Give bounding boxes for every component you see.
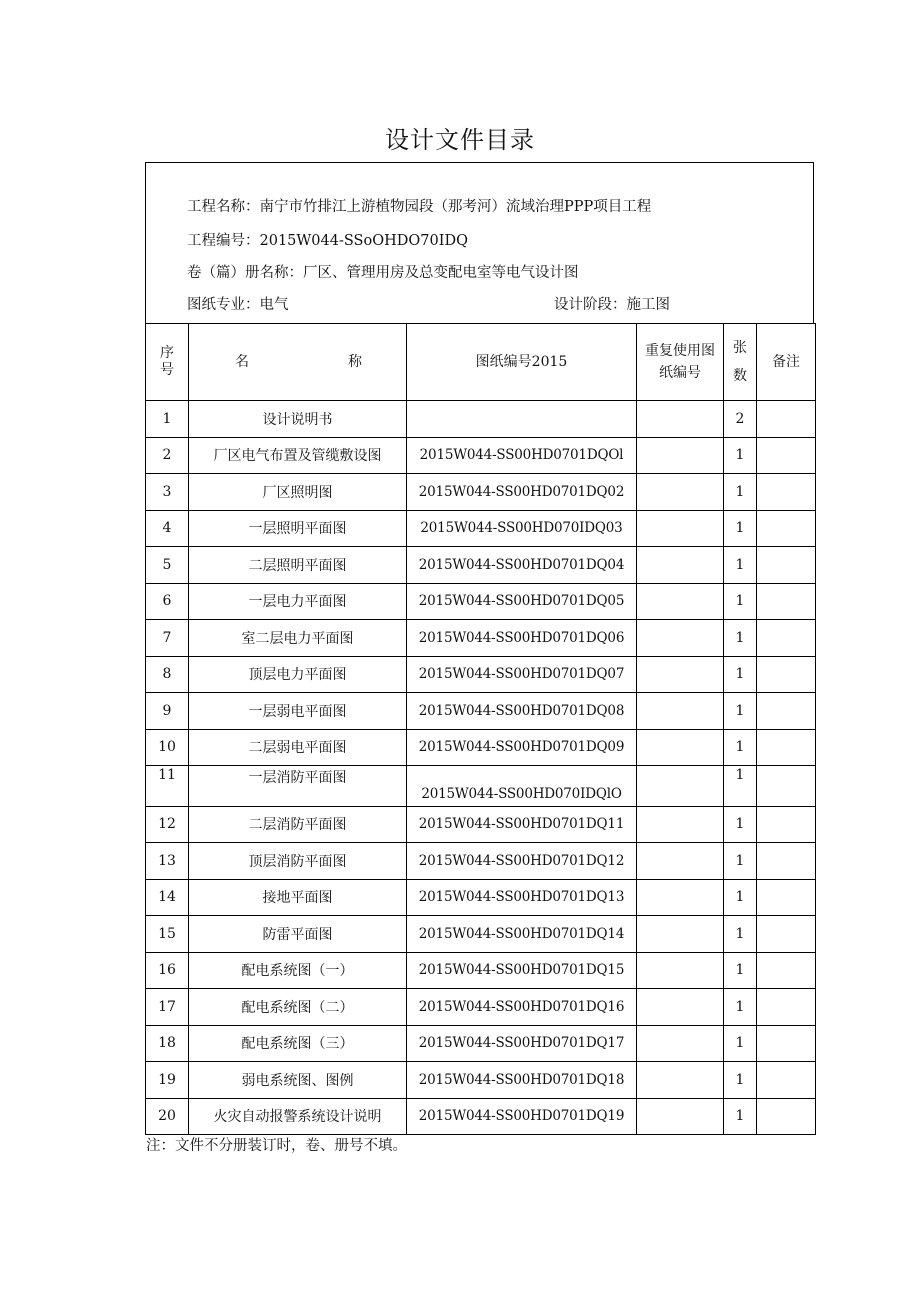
table-row: [146, 437, 816, 474]
row-name: 厂区电气布置及管缆敷设图: [189, 437, 407, 474]
row-drawing-no: 2015W044-SS00HD0701DQ09: [407, 729, 637, 766]
row-remark: [757, 989, 816, 1026]
row-seq: 7: [146, 620, 189, 657]
col-name-left: 名: [235, 353, 249, 370]
row-drawing-no: 2015W044-SS00HD0701DQ07: [407, 656, 637, 693]
row-drawing-no: 2015W044-SS00HD0701DQ11: [407, 806, 637, 843]
row-remark: [757, 1062, 816, 1099]
drawing-list-table: [145, 323, 816, 1135]
row-remark: [757, 916, 816, 953]
row-drawing-no: 2015W044-SS00HD0701DQOl: [407, 437, 637, 474]
row-reuse: [637, 1062, 724, 1099]
col-name-right: 称: [348, 353, 362, 370]
document-title: 设计文件目录: [385, 126, 535, 154]
row-count: 1: [724, 952, 757, 989]
table-row: [146, 729, 816, 766]
row-reuse: [637, 620, 724, 657]
row-reuse: [637, 729, 724, 766]
row-name: 设计说明书: [189, 401, 407, 438]
row-seq: 19: [146, 1062, 189, 1099]
row-name: 弱电系统图、图例: [189, 1062, 407, 1099]
row-name: 配电系统图（二）: [189, 989, 407, 1026]
table-row: [146, 879, 816, 916]
row-seq: 6: [146, 583, 189, 620]
row-reuse: [637, 989, 724, 1026]
col-remark-header: 备注: [757, 324, 816, 401]
row-reuse: [637, 583, 724, 620]
row-remark: [757, 510, 816, 547]
col-name-header: [189, 324, 407, 401]
row-remark: [757, 729, 816, 766]
row-drawing-no: 2015W044-SS00HD0701DQ05: [407, 583, 637, 620]
row-seq: 8: [146, 656, 189, 693]
row-reuse: [637, 693, 724, 730]
table-row: [146, 843, 816, 880]
row-seq: 20: [146, 1098, 189, 1135]
row-reuse: [637, 1098, 724, 1135]
row-seq: 15: [146, 916, 189, 953]
row-name: 二层消防平面图: [189, 806, 407, 843]
row-remark: [757, 1025, 816, 1062]
row-drawing-no: 2015W044-SS00HD0701DQ04: [407, 547, 637, 584]
row-remark: [757, 806, 816, 843]
row-name: 厂区照明图: [189, 474, 407, 511]
row-name: 顶层电力平面图: [189, 656, 407, 693]
discipline: 图纸专业：电气: [187, 297, 289, 313]
row-count: 1: [724, 729, 757, 766]
row-drawing-no: 2015W044-SS00HD0701DQ18: [407, 1062, 637, 1099]
row-name: 一层弱电平面图: [189, 693, 407, 730]
row-seq: 9: [146, 693, 189, 730]
row-seq: 18: [146, 1025, 189, 1062]
row-reuse: [637, 879, 724, 916]
row-drawing-no: 2015W044-SS00HD0701DQ14: [407, 916, 637, 953]
col-count-header: 张数: [724, 324, 757, 401]
row-remark: [757, 952, 816, 989]
table-row: [146, 916, 816, 953]
col-reuse-header: 重复使用图纸编号: [637, 324, 724, 401]
table-row: [146, 989, 816, 1026]
row-count: 1: [724, 843, 757, 880]
row-count: 1: [724, 1098, 757, 1135]
table-row: [146, 1025, 816, 1062]
row-name: 一层消防平面图: [189, 766, 407, 807]
row-drawing-no: 2015W044-SS00HD0701DQ02: [407, 474, 637, 511]
table-row: [146, 620, 816, 657]
table-row: [146, 656, 816, 693]
row-remark: [757, 401, 816, 438]
row-name: 火灾自动报警系统设计说明: [189, 1098, 407, 1135]
col-drawing-no-header: 图纸编号2015: [407, 324, 637, 401]
row-count: 1: [724, 693, 757, 730]
row-count: 1: [724, 474, 757, 511]
row-count: 1: [724, 879, 757, 916]
volume-name: 卷（篇）册名称：厂区、管理用房及总变配电室等电气设计图: [187, 265, 579, 281]
table-row: [146, 547, 816, 584]
row-reuse: [637, 510, 724, 547]
row-name: 二层照明平面图: [189, 547, 407, 584]
row-seq: 10: [146, 729, 189, 766]
row-count: 1: [724, 583, 757, 620]
row-reuse: [637, 806, 724, 843]
row-reuse: [637, 474, 724, 511]
row-reuse: [637, 1025, 724, 1062]
table-row: [146, 1098, 816, 1135]
row-seq: 2: [146, 437, 189, 474]
row-reuse: [637, 547, 724, 584]
row-name: 接地平面图: [189, 879, 407, 916]
table-row: [146, 952, 816, 989]
project-info-box: [145, 162, 814, 323]
row-drawing-no: 2015W044-SS00HD0701DQ17: [407, 1025, 637, 1062]
row-name: 配电系统图（一）: [189, 952, 407, 989]
table-header-row: [146, 324, 816, 401]
row-seq: 17: [146, 989, 189, 1026]
row-count: 1: [724, 806, 757, 843]
row-count: 1: [724, 766, 757, 807]
table-row: [146, 693, 816, 730]
table-row: [146, 583, 816, 620]
row-name: 防雷平面图: [189, 916, 407, 953]
row-reuse: [637, 766, 724, 807]
row-count: 1: [724, 916, 757, 953]
row-name: 一层照明平面图: [189, 510, 407, 547]
row-seq: 13: [146, 843, 189, 880]
design-stage: 设计阶段：施工图: [554, 297, 670, 313]
row-seq: 14: [146, 879, 189, 916]
row-drawing-no: 2015W044-SS00HD070IDQlO: [407, 766, 637, 807]
row-drawing-no: 2015W044-SS00HD070IDQ03: [407, 510, 637, 547]
row-drawing-no: [407, 401, 637, 438]
row-name: 二层弱电平面图: [189, 729, 407, 766]
table-row: [146, 806, 816, 843]
row-seq: 16: [146, 952, 189, 989]
row-count: 2: [724, 401, 757, 438]
row-count: 1: [724, 1062, 757, 1099]
row-remark: [757, 583, 816, 620]
row-seq: 4: [146, 510, 189, 547]
row-drawing-no: 2015W044-SS00HD0701DQ08: [407, 693, 637, 730]
row-reuse: [637, 401, 724, 438]
row-remark: [757, 620, 816, 657]
row-remark: [757, 437, 816, 474]
row-name: 配电系统图（三）: [189, 1025, 407, 1062]
table-row: [146, 1062, 816, 1099]
table-row: [146, 474, 816, 511]
row-drawing-no: 2015W044-SS00HD0701DQ16: [407, 989, 637, 1026]
row-remark: [757, 474, 816, 511]
row-remark: [757, 1098, 816, 1135]
table-row: [146, 510, 816, 547]
row-count: 1: [724, 437, 757, 474]
row-remark: [757, 693, 816, 730]
row-name: 室二层电力平面图: [189, 620, 407, 657]
row-count: 1: [724, 1025, 757, 1062]
row-count: 1: [724, 989, 757, 1026]
col-seq-header: 序号: [146, 324, 189, 401]
row-reuse: [637, 843, 724, 880]
row-name: 顶层消防平面图: [189, 843, 407, 880]
row-seq: 1: [146, 401, 189, 438]
row-drawing-no: 2015W044-SS00HD0701DQ15: [407, 952, 637, 989]
row-seq: 11: [146, 766, 189, 807]
row-count: 1: [724, 510, 757, 547]
row-remark: [757, 547, 816, 584]
row-reuse: [637, 437, 724, 474]
row-count: 1: [724, 547, 757, 584]
row-drawing-no: 2015W044-SS00HD0701DQ06: [407, 620, 637, 657]
table-row: [146, 401, 816, 438]
row-remark: [757, 879, 816, 916]
row-remark: [757, 656, 816, 693]
row-seq: 12: [146, 806, 189, 843]
table-row: [146, 766, 816, 807]
row-reuse: [637, 656, 724, 693]
project-name: 工程名称：南宁市竹排江上游植物园段（那考河）流域治理PPP项目工程: [187, 199, 652, 215]
project-number: 工程编号：2015W044-SSoOHDO70IDQ: [187, 233, 468, 249]
row-reuse: [637, 952, 724, 989]
row-count: 1: [724, 656, 757, 693]
row-count: 1: [724, 620, 757, 657]
row-name: 一层电力平面图: [189, 583, 407, 620]
row-reuse: [637, 916, 724, 953]
row-drawing-no: 2015W044-SS00HD0701DQ19: [407, 1098, 637, 1135]
row-drawing-no: 2015W044-SS00HD0701DQ13: [407, 879, 637, 916]
row-drawing-no: 2015W044-SS00HD0701DQ12: [407, 843, 637, 880]
row-remark: [757, 766, 816, 807]
row-seq: 3: [146, 474, 189, 511]
footnote: 注：文件不分册装订时，卷、册号不填。: [146, 1138, 407, 1154]
row-remark: [757, 843, 816, 880]
row-seq: 5: [146, 547, 189, 584]
